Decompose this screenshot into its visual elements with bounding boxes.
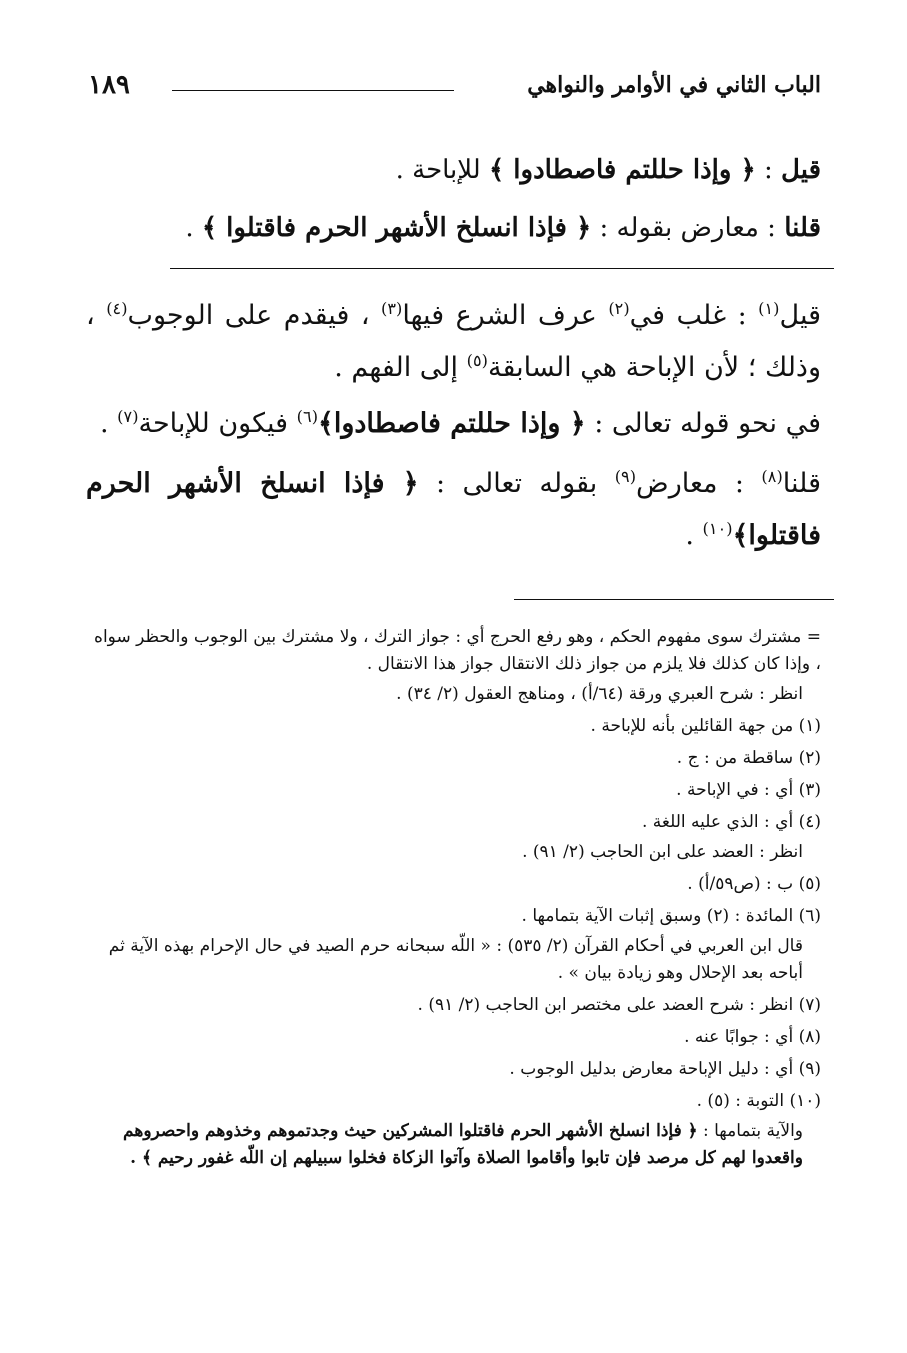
quran-quote: ﴿ فإذا انسلخ الأشهر الحرم فاقتلوا ﴾: [201, 213, 592, 243]
footnote-ref: (٣): [381, 299, 403, 318]
quran-quote: ﴿ وإذا حللتم فاصطادوا﴾: [318, 408, 586, 439]
footnote-separator: [514, 599, 834, 600]
paragraph-3: قلنا$^{(٨)}$ : معارض$^{(٩)}$ بقوله تعالى : ﴿ فإذا انسلخ الأشهر الحرم فاقتلوا﴾$^{(١٠)}$ .: [86, 467, 821, 551]
lead-word: قلنا: [784, 213, 821, 243]
footnote-8: (٨) أي : جوابًا عنه .: [684, 1027, 821, 1047]
footnote-3: (٣) أي : في الإباحة .: [676, 780, 821, 800]
footnote-ref: (١): [758, 299, 780, 318]
footnote-continuation: = مشترك سوى مفهوم الحكم ، وهو رفع الحرج أي : جواز الترك ، ولا مشترك بين الوجوب والحظر سواه ، وإذا كان كذلك فلا يلزم من جواز ذلك الانتقال جواز هذا الانتقال .: [94, 627, 821, 674]
footnote-6-ref: قال ابن العربي في أحكام القرآن (٢/ ٥٣٥) : « اللّه سبحانه حرم الصيد في حال الإحرام بهذه الآية ثم أباحه بعد الإحلال وهو زيادة بيان » .: [108, 936, 803, 983]
footnote-7: (٧) انظر : شرح العضد على مختصر ابن الحاجب (٢/ ٩١) .: [417, 995, 821, 1015]
section-divider: [170, 268, 834, 269]
footnote-ref: (٧): [117, 407, 139, 426]
footnotes: [86, 624, 821, 1172]
paragraph-1: قيل$^{(١)}$ : غلب في$^{(٢)}$ عرف الشرع فيها$^{(٣)}$ ، فيقدم على الوجوب$^{(٤)}$ ، وذلك ؛ لأن الإباحة هي السابقة$^{(٥)}$ إلى الفهم .: [86, 299, 822, 383]
footnote-ref: (١٠): [702, 519, 733, 538]
quran-quote: ﴿ فإذا انسلخ الأشهر الحرم فاقتلوا﴾: [86, 468, 821, 551]
top-line-1: قيل : ﴿ وإذا حللتم فاصطادوا ﴾ للإباحة .: [395, 155, 821, 185]
footnote-4: (٤) أي : الذي عليه اللغة .: [642, 812, 821, 832]
footnote-10: (١٠) التوبة : (٥) .: [696, 1091, 821, 1111]
footnote-ref: (٩): [614, 467, 637, 486]
footnote-2: (٢) ساقطة من : ج .: [676, 748, 821, 768]
quran-quote: ﴿ وإذا حللتم فاصطادوا ﴾: [489, 155, 756, 185]
footnote-5: (٥) ب : (ص٥٩/أ) .: [687, 874, 821, 894]
footnote-4-ref: انظر : العضد على ابن الحاجب (٢/ ٩١) .: [522, 842, 803, 862]
footnote-10-verse: والآية بتمامها : ﴿ فإذا انسلخ الأشهر الحرم فاقتلوا المشركين حيث وجدتموهم وخذوهم واحصروهم واقعدوا لهم كل مرصد فإن تابوا وأقاموا الصلاة وآتوا الزكاة فخلوا سبيلهم إن اللّه غفور رحيم ﴾ .: [123, 1121, 803, 1168]
page-number: ١٨٩: [88, 70, 130, 100]
lead-word: قيل: [781, 155, 821, 185]
top-line-2: قلنا : معارض بقوله : ﴿ فإذا انسلخ الأشهر الحرم فاقتلوا ﴾ .: [185, 213, 821, 243]
footnote-ref: (٥): [466, 351, 488, 370]
footnote-9: (٩) أي : دليل الإباحة معارض بدليل الوجوب .: [509, 1059, 821, 1079]
quran-quote: ﴿ فإذا انسلخ الأشهر الحرم فاقتلوا المشركين حيث وجدتموهم وخذوهم واحصروهم واقعدوا لهم كل مرصد فإن تابوا وأقاموا الصلاة وآتوا الزكاة فخلوا سبيلهم إن اللّه غفور رحيم ﴾ .: [123, 1121, 803, 1168]
paragraph-2: في نحو قوله تعالى : ﴿ وإذا حللتم فاصطادوا﴾$^{(٦)}$ فيكون للإباحة$^{(٧)}$ .: [99, 407, 821, 439]
header-rule: [172, 90, 454, 91]
footnote-ref: (٢): [608, 299, 630, 318]
footnote-1: (١) من جهة القائلين بأنه للإباحة .: [590, 716, 821, 736]
footnote-continuation-ref: انظر : شرح العبري ورقة (٦٤/أ) ، ومناهج العقول (٢/ ٣٤) .: [396, 684, 803, 704]
running-title: الباب الثاني في الأوامر والنواهي: [527, 72, 821, 98]
footnote-6: (٦) المائدة : (٢) وسبق إثبات الآية بتمامها .: [521, 906, 821, 926]
page-header: [86, 66, 821, 106]
footnote-ref: (٤): [106, 299, 128, 318]
footnote-ref: (٨): [761, 467, 783, 486]
footnote-ref: (٦): [296, 407, 319, 426]
